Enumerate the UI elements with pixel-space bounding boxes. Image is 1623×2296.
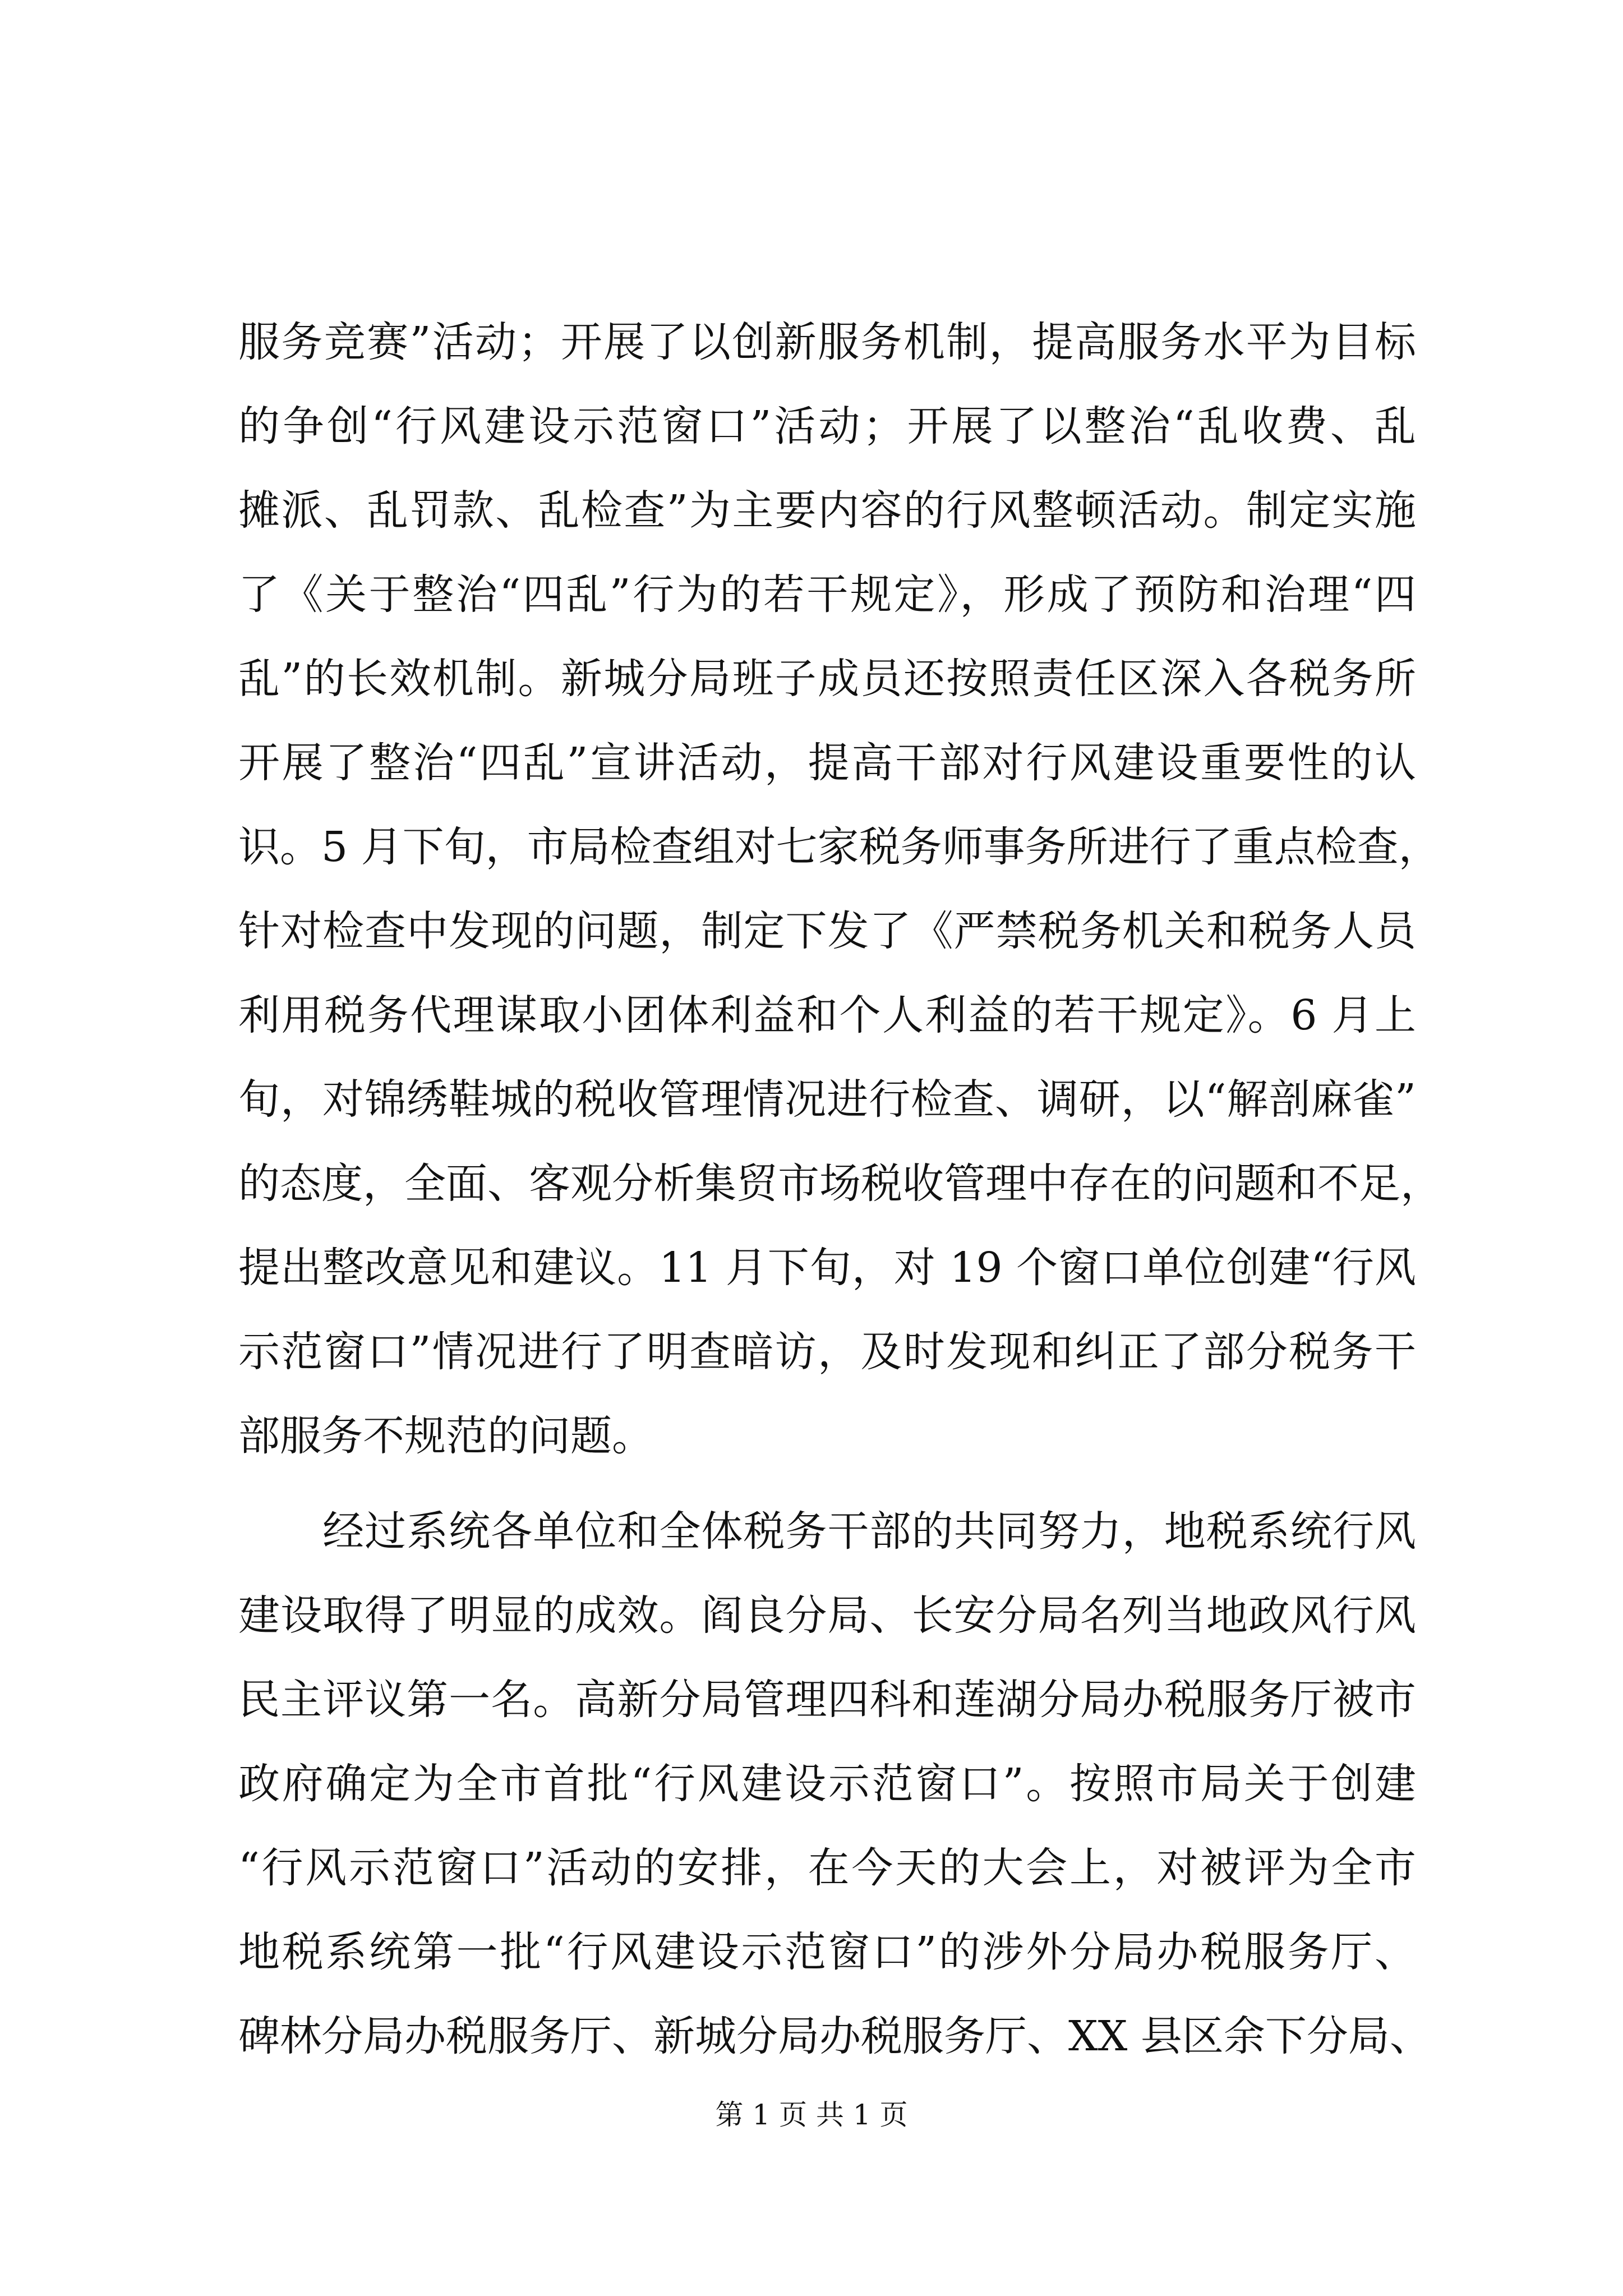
text-line: 开展了整治“四乱”宣讲活动，提高干部对行风建设重要性的认 bbox=[238, 739, 1416, 787]
text-line: 的争创“行风建设示范窗口”活动；开展了以整治“乱收费、乱 bbox=[238, 402, 1416, 450]
text-line: 建设取得了明显的成效。阎良分局、长安分局名列当地政风行风 bbox=[238, 1591, 1416, 1640]
text-line: 针对检查中发现的问题，制定下发了《严禁税务机关和税务人员 bbox=[238, 907, 1416, 955]
text-line: 利用税务代理谋取小团体利益和个人利益的若干规定》。6 月上 bbox=[238, 991, 1416, 1039]
body-text bbox=[238, 300, 1442, 2078]
text-line: 碑林分局办税服务厅、新城分局办税服务厅、XX 县区余下分局、 bbox=[238, 2012, 1431, 2060]
text-line: 提出整改意见和建议。11 月下旬，对 19 个窗口单位创建“行风 bbox=[238, 1244, 1416, 1292]
text-line: 示范窗口”情况进行了明查暗访，及时发现和纠正了部分税务干 bbox=[238, 1328, 1416, 1376]
text-line: 旬，对锦绣鞋城的税收管理情况进行检查、调研，以“解剖麻雀” bbox=[238, 1075, 1416, 1124]
text-line: 了《关于整治“四乱”行为的若干规定》，形成了预防和治理“四 bbox=[238, 570, 1416, 619]
text-line: 地税系统第一批“行风建设示范窗口”的涉外分局办税服务厅、 bbox=[238, 1928, 1416, 1976]
page-footer bbox=[0, 2095, 1623, 2134]
paragraph-start-line: 经过系统各单位和全体税务干部的共同努力，地税系统行风 bbox=[238, 1507, 1416, 1556]
text-line: 政府确定为全市首批“行风建设示范窗口”。按照市局关于创建 bbox=[238, 1760, 1416, 1808]
text-line: 识。5 月下旬，市局检查组对七家税务师事务所进行了重点检查， bbox=[238, 823, 1440, 871]
text-line: 服务竞赛”活动；开展了以创新服务机制，提高服务水平为目标 bbox=[238, 318, 1416, 366]
text-line: 民主评议第一名。高新分局管理四科和莲湖分局办税服务厅被市 bbox=[238, 1676, 1416, 1724]
text-line: 的态度，全面、客观分析集贸市场税收管理中存在的问题和不足， bbox=[238, 1159, 1442, 1208]
paragraph-end-line: 部服务不规范的问题。 bbox=[238, 1412, 653, 1460]
text-line: 摊派、乱罚款、乱检查”为主要内容的行风整顿活动。制定实施 bbox=[238, 486, 1416, 535]
page-number: 第 1 页 共 1 页 bbox=[715, 2099, 908, 2131]
text-line: 乱”的长效机制。新城分局班子成员还按照责任区深入各税务所 bbox=[238, 655, 1416, 703]
text-line: “行风示范窗口”活动的安排，在今天的大会上，对被评为全市 bbox=[238, 1844, 1416, 1892]
